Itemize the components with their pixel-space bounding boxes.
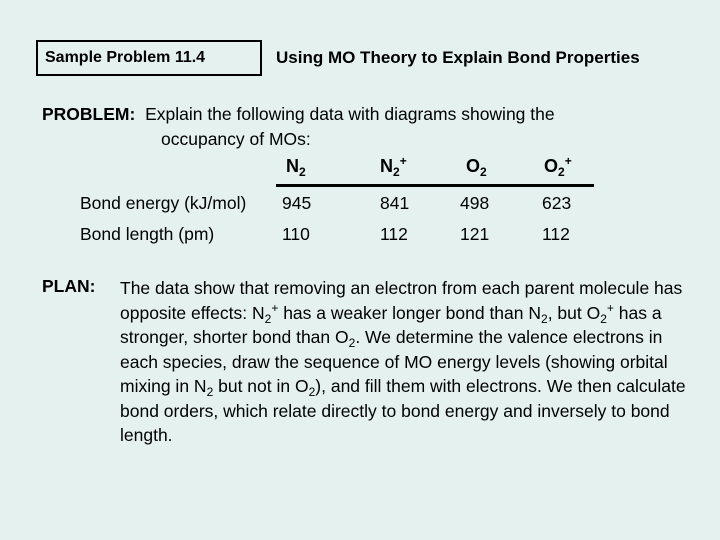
problem-statement [42,102,555,152]
row-label-bond-length: Bond length (pm) [80,224,215,244]
plan-label: PLAN: [42,276,96,296]
cell-bond-energy-n2-plus: 841 [380,193,410,213]
cell-bond-length-o2-plus: 112 [542,224,570,244]
problem-label: PROBLEM: [42,104,136,124]
plan-text: The data show that removing an electron from each parent molecule has opposite effects: $N_2^+$ has a weaker longer bond than $N_2$, but $O_2^+$ has a stronger, shorter bond than $O_2$. We determine the valence electrons in each species, draw the sequence of MO energy levels (showing orbital mixing in $N_2$ but not in $O_2$), and fill them with electrons. We then calculate bond orders, which relate directly to bond energy and inversely to bond length. [120,278,686,445]
sample-problem-box [36,40,262,76]
cell-bond-energy-o2-plus: 623 [542,193,572,213]
column-header-o2-plus: $O_2^+$ [544,154,572,179]
sample-problem-label: Sample Problem 11.4 [45,49,206,66]
cell-bond-energy-n2: 945 [282,193,312,213]
header-divider [276,184,594,187]
problem-line-1: Explain the following data with diagrams showing the [145,104,555,124]
cell-bond-length-o2: 121 [460,224,490,244]
page-title: Using MO Theory to Explain Bond Properties [276,48,640,67]
problem-line-2: occupancy of MOs: [161,129,311,149]
row-label-bond-energy: Bond energy (kJ/mol) [80,193,247,213]
cell-bond-length-n2: 110 [282,224,310,244]
cell-bond-energy-o2: 498 [460,193,490,213]
cell-bond-length-n2-plus: 112 [380,224,408,244]
column-header-n2: $N_2$ [286,156,306,179]
column-header-o2: $O_2$ [466,156,487,179]
column-header-n2-plus: $N_2^+$ [380,154,407,179]
